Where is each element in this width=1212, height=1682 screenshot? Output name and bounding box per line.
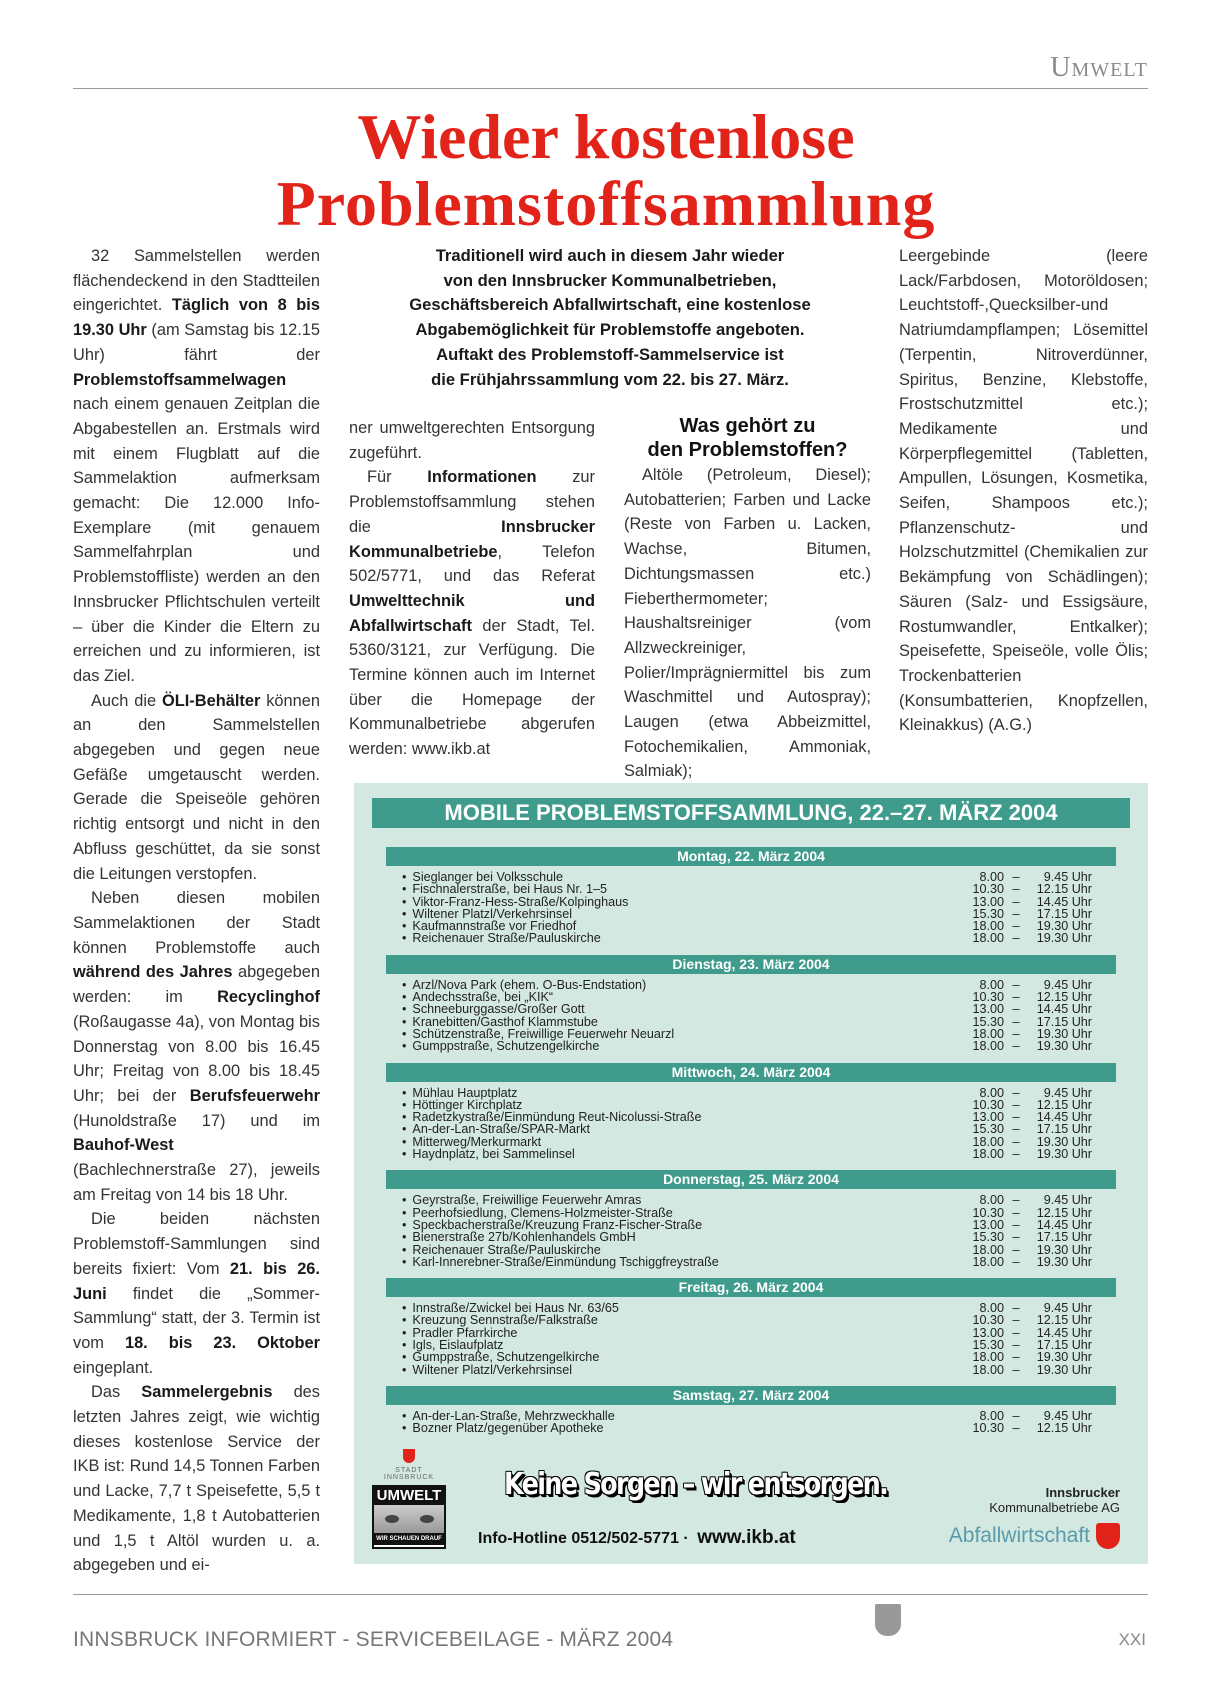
schedule-box (354, 783, 1148, 1564)
end-time: 12.15 Uhr (1036, 882, 1092, 897)
stop-row (386, 1422, 1116, 1434)
time-dash: – (1012, 1134, 1020, 1149)
end-time: 17.15 Uhr (1036, 1230, 1092, 1245)
day-section (386, 1170, 1116, 1268)
stop-location: • Bienerstraße 27b/Kohlenhandels GmbH (402, 1231, 954, 1243)
stop-location: • Kranebitten/Gasthof Klammstube (402, 1016, 954, 1028)
time-dash: – (1012, 1242, 1020, 1257)
intro-line: Traditionell wird auch in diesem Jahr wieder (435, 246, 785, 265)
day-section (386, 1063, 1116, 1161)
stop-location: • An-der-Lan-Straße, Mehrzweckhalle (402, 1410, 954, 1422)
stop-location: • Speckbacherstraße/Kreuzung Franz-Fischer-Straße (402, 1219, 954, 1231)
end-time: 9.45 Uhr (1043, 1193, 1092, 1208)
text: Altöle (Petroleum, Diesel); Autobatterien; Farben und Lacke (Reste von Farben u. Lacken, Wachse, Bitumen, Dichtungsmassen etc.) Fieberthermometer; Haushaltsreiniger (vom Allzweckreiniger, Polier/Imprägniermittel bis zum Waschmittel und Autospray); Laugen (etwa Abbeizmittel, Fotochemikalien, Ammoniak, Salmiak); (624, 466, 871, 781)
hotline (478, 1527, 796, 1549)
column-3 (624, 414, 871, 784)
end-time: 19.30 Uhr (1036, 1147, 1092, 1162)
end-time: 19.30 Uhr (1036, 1039, 1092, 1054)
day-header: Mittwoch, 24. März 2004 (386, 1063, 1116, 1082)
intro-line: Geschäftsbereich Abfallwirtschaft, eine kostenlose (409, 295, 811, 315)
day-section (386, 955, 1116, 1053)
day-section (386, 1386, 1116, 1435)
column-2 (349, 416, 595, 762)
paragraph (73, 244, 320, 689)
time-dash: – (1012, 1014, 1020, 1029)
end-time: 9.45 Uhr (1043, 1085, 1092, 1100)
time-dash: – (1012, 1313, 1020, 1328)
stop-location: • Mühlau Hauptplatz (402, 1087, 954, 1099)
time-dash: – (1012, 1408, 1020, 1423)
umwelt-logo-text: UMWELT (374, 1487, 444, 1505)
section-tag: Umwelt (1050, 52, 1148, 83)
bold-text: Problemstoffsammelwagen (73, 370, 287, 389)
intro-line: Auftakt des Problemstoff-Sammelservice ist (436, 344, 784, 364)
text: Leergebinde (leere Lack/Farbdosen, Motoröldosen; Leuchtstoff-,Quecksilber-und Natriumdampflampen; Lösemittel (Terpentin, Nitroverdünner, Spiritus, Benzine, Klebstoffe, Frostschutzmittel etc.); Medikamente und Körperpflegemittel (Tabletten, Ampullen, Lösungen, Kosmetika, Seifen, Shampoos etc.); Pflanzenschutz- und Holzschutzmittel (Chemikalien zur Bekämpfung von Schädlingen); Säuren (Salz- und Essigsäure, Rostumwandler, Entkalker); Speisefette, Speiseöle, volle Ölis; Trockenbatterien (Konsumbatterien, Knopfzellen, Kleinakkus) (A.G.) (899, 247, 1148, 735)
day-section (386, 847, 1116, 945)
slogan: Keine Sorgen – wir entsorgen. (504, 1467, 888, 1502)
shield-icon (1096, 1523, 1120, 1549)
time-dash: – (1012, 1338, 1020, 1353)
bold-text: Umwelttechnik und Abfallwirtschaft (349, 591, 595, 635)
day-header: Montag, 22. März 2004 (386, 847, 1116, 866)
innsbruck-crest-icon (403, 1449, 415, 1463)
subheading (624, 414, 871, 462)
intro-line: die Frühjahrssammlung vom 22. bis 27. März. (431, 369, 789, 389)
text: , Telefon 502/5771, und das Referat (349, 542, 595, 586)
stop-location: • Wiltener Platzl/Verkehrsinsel (402, 1364, 954, 1376)
text: zur Problemstoffsammlung stehen die (349, 468, 595, 536)
time-dash: – (1012, 1097, 1020, 1112)
time-dash: – (1012, 931, 1020, 946)
time-dash: – (1012, 1421, 1020, 1436)
start-time: 18.00 (972, 1362, 1004, 1377)
footer-rule (73, 1594, 1148, 1595)
text: (Bachlechnerstraße 27), jeweils am Freitag von 14 bis 18 Uhr. (73, 1161, 320, 1204)
bold-text: Recyclinghof (217, 988, 320, 1007)
text: Die beiden nächsten Problemstoff-Sammlungen sind bereits fixiert: Vom (73, 1210, 320, 1278)
stop-location: • Schützenstraße, Freiwillige Feuerwehr Neuarzl (402, 1028, 954, 1040)
time-dash: – (1012, 1230, 1020, 1245)
footer-text: INNSBRUCK INFORMIERT - SERVICEBEILAGE - MÄRZ 2004 (73, 1628, 674, 1651)
start-time: 10.30 (972, 1205, 1004, 1220)
stop-row (386, 1087, 1116, 1099)
text: eingeplant. (73, 1358, 154, 1377)
stop-location: • Reichenauer Straße/Pauluskirche (402, 932, 954, 944)
start-time: 15.30 (972, 1338, 1004, 1353)
city-crest-icon (875, 1604, 901, 1636)
stop-location: • Peerhofsiedlung, Clemens-Holzmeister-Straße (402, 1207, 954, 1219)
stop-location: • Igls, Eislaufplatz (402, 1339, 954, 1351)
start-time: 13.00 (972, 1325, 1004, 1340)
end-time: 12.15 Uhr (1036, 1097, 1092, 1112)
start-time: 8.00 (979, 1301, 1004, 1316)
time-dash: – (1012, 977, 1020, 992)
start-time: 10.30 (972, 1313, 1004, 1328)
text: Das (91, 1383, 142, 1402)
headline-line-2: Problemstoffsammlung (276, 168, 936, 239)
stop-location: • Viktor-Franz-Hess-Straße/Kolpinghaus (402, 896, 954, 908)
start-time: 18.00 (972, 1350, 1004, 1365)
bold-text: Informationen (427, 468, 537, 487)
header-rule (73, 88, 1148, 89)
column-1 (73, 244, 320, 1578)
text: (Hunoldstraße 17) und im (73, 1111, 320, 1130)
end-time: 9.45 Uhr (1043, 1408, 1092, 1423)
time-dash: – (1012, 1085, 1020, 1100)
start-time: 8.00 (979, 1085, 1004, 1100)
stop-location: • An-der-Lan-Straße/SPAR-Markt (402, 1123, 954, 1135)
time-dash: – (1012, 1301, 1020, 1316)
stop-location: • Arzl/Nova Park (ehem. O-Bus-Endstation) (402, 979, 954, 991)
stop-location: • Pradler Pfarrkirche (402, 1327, 954, 1339)
stop-row (386, 1244, 1116, 1256)
stop-location: • Geyrstraße, Freiwillige Feuerwehr Amras (402, 1194, 954, 1206)
end-time: 19.30 Uhr (1036, 919, 1092, 934)
time-dash: – (1012, 1362, 1020, 1377)
text: der Stadt, Tel. 5360/3121, zur Verfügung. Die Termine können auch im Internet über die Homepage der Kommunalbetriebe abgerufen werden: www.ikb.at (349, 616, 595, 759)
text: findet die „Sommer-Sammlung“ statt, der 3. Termin ist vom (73, 1284, 320, 1352)
time-dash: – (1012, 1002, 1020, 1017)
start-time: 8.00 (979, 977, 1004, 992)
stop-location: • Fischnalerstraße, bei Haus Nr. 1–5 (402, 883, 954, 895)
stop-row (386, 1148, 1116, 1160)
text: können an den Sammelstellen abgegeben und gegen neue Gefäße umgetauscht werden. Gerade die Speiseöle gehören richtig entsorgt und nicht in den Abfluss geschüttet, da sie sonst die Leitungen verstopfen. (73, 691, 321, 883)
stop-location: • Kaufmannstraße vor Friedhof (402, 920, 954, 932)
schedule-title: MOBILE PROBLEMSTOFFSAMMLUNG, 22.–27. MÄRZ 2004 (372, 798, 1130, 828)
end-time: 17.15 Uhr (1036, 1014, 1092, 1029)
end-time: 19.30 Uhr (1036, 1242, 1092, 1257)
hotline-number: Info-Hotline 0512/502-5771 · (478, 1530, 689, 1547)
bold-text: Bauhof-West (73, 1136, 174, 1155)
end-time: 19.30 Uhr (1036, 1134, 1092, 1149)
end-time: 19.30 Uhr (1036, 931, 1092, 946)
stop-location: • Mitterweg/Merkurmarkt (402, 1136, 954, 1148)
day-header: Samstag, 27. März 2004 (386, 1386, 1116, 1405)
column-4 (899, 244, 1148, 738)
paragraph (73, 689, 320, 887)
time-dash: – (1012, 1193, 1020, 1208)
end-time: 12.15 Uhr (1036, 1205, 1092, 1220)
time-dash: – (1012, 1122, 1020, 1137)
bold-text: 18. bis 23. Oktober (124, 1333, 320, 1352)
stop-location: • Höttinger Kirchplatz (402, 1099, 954, 1111)
start-time: 10.30 (972, 882, 1004, 897)
stop-location: • Bozner Platz/gegenüber Apotheke (402, 1422, 954, 1434)
time-dash: – (1012, 919, 1020, 934)
bold-text: 21. bis 26. Juni (73, 1259, 320, 1303)
paragraph (349, 416, 595, 465)
paragraph (349, 465, 595, 761)
time-dash: – (1012, 1205, 1020, 1220)
stop-location: • Schneeburggasse/Großer Gott (402, 1003, 954, 1015)
umwelt-logo-sub: WIR SCHAUEN DRAUF (374, 1533, 444, 1545)
intro-line: von den Innsbrucker Kommunalbetrieben, (443, 270, 777, 290)
start-time: 8.00 (979, 1193, 1004, 1208)
day-header: Donnerstag, 25. März 2004 (386, 1170, 1116, 1189)
paragraph (73, 1207, 320, 1380)
stop-row (386, 1123, 1116, 1135)
stop-row (386, 1231, 1116, 1243)
text: abgegeben werden: im (73, 963, 320, 1007)
end-time: 17.15 Uhr (1036, 1122, 1092, 1137)
time-dash: – (1012, 870, 1020, 884)
text: Neben diesen mobilen Sammelaktionen der Stadt können Problemstoffe auch (73, 889, 320, 957)
end-time: 9.45 Uhr (1043, 977, 1092, 992)
stop-row (386, 1256, 1116, 1268)
start-time: 18.00 (972, 1134, 1004, 1149)
text: 32 Sammelstellen werden flächendeckend in den Stadtteilen eingerichtet. (73, 247, 320, 315)
stop-row (386, 1003, 1116, 1015)
end-time: 17.15 Uhr (1036, 1338, 1092, 1353)
text: ner umweltgerechten Entsorgung zugeführt. (349, 419, 595, 462)
start-time: 18.00 (972, 1254, 1004, 1269)
start-time: 18.00 (972, 1026, 1004, 1041)
subheading-line: Was gehört zu (679, 415, 816, 437)
start-time: 18.00 (972, 1242, 1004, 1257)
end-time: 19.30 Uhr (1036, 1362, 1092, 1377)
end-time: 14.45 Uhr (1036, 894, 1092, 909)
end-time: 14.45 Uhr (1036, 1325, 1092, 1340)
stop-location: • Innstraße/Zwickel bei Haus Nr. 63/65 (402, 1302, 954, 1314)
ikb-label (989, 1485, 1120, 1515)
start-time: 13.00 (972, 894, 1004, 909)
end-time: 12.15 Uhr (1036, 1313, 1092, 1328)
stop-row (386, 932, 1116, 944)
day-header: Dienstag, 23. März 2004 (386, 955, 1116, 974)
paragraph (624, 463, 871, 784)
stop-row (386, 1364, 1116, 1376)
day-header: Freitag, 26. März 2004 (386, 1278, 1116, 1297)
end-time: 14.45 Uhr (1036, 1110, 1092, 1125)
text: (Roßaugasse 4a), von Montag bis Donnerstag von 8.00 bis 16.45 Uhr; Freitag von 8.00 bis 18.45 Uhr; bei der (73, 1012, 320, 1105)
bold-text: Täglich von 8 bis 19.30 Uhr (73, 296, 320, 340)
stop-location: • Karl-Innerebner-Straße/Einmündung Tschiggfreystraße (402, 1256, 954, 1268)
end-time: 19.30 Uhr (1036, 1026, 1092, 1041)
start-time: 10.30 (972, 1097, 1004, 1112)
time-dash: – (1012, 1147, 1020, 1162)
time-dash: – (1012, 1039, 1020, 1054)
end-time: 9.45 Uhr (1043, 870, 1092, 884)
time-dash: – (1012, 1325, 1020, 1340)
stop-location: • Sieglanger bei Volksschule (402, 871, 954, 883)
time-dash: – (1012, 1026, 1020, 1041)
start-time: 8.00 (979, 1408, 1004, 1423)
end-time: 14.45 Uhr (1036, 1002, 1092, 1017)
stop-row (386, 1314, 1116, 1326)
time-dash: – (1012, 906, 1020, 921)
stop-row (386, 883, 1116, 895)
stop-location: • Gumppstraße, Schutzengelkirche (402, 1040, 954, 1052)
end-time: 9.45 Uhr (1043, 1301, 1092, 1316)
bold-text: während des Jahres (73, 963, 233, 982)
time-dash: – (1012, 1254, 1020, 1269)
ikb-line-1: Innsbrucker (1045, 1485, 1120, 1500)
time-dash: – (1012, 990, 1020, 1005)
intro-line: Abgabemöglichkeit für Problemstoffe angeboten. (415, 320, 805, 340)
stop-location: • Haydnplatz, bei Sammelinsel (402, 1148, 954, 1160)
start-time: 13.00 (972, 1002, 1004, 1017)
umwelt-logo (372, 1485, 446, 1549)
time-dash: – (1012, 1110, 1020, 1125)
start-time: 13.00 (972, 1110, 1004, 1125)
stadt-innsbruck-logo (372, 1449, 446, 1481)
stop-location: • Gumppstraße, Schutzengelkirche (402, 1351, 954, 1363)
stop-row (386, 1194, 1116, 1206)
time-dash: – (1012, 882, 1020, 897)
abfall-label: Abfallwirtschaft (948, 1524, 1090, 1547)
end-time: 14.45 Uhr (1036, 1217, 1092, 1232)
stop-location: • Kreuzung Sennstraße/Falkstraße (402, 1314, 954, 1326)
stop-row (386, 1351, 1116, 1363)
schedule-table (386, 847, 1116, 1445)
end-time: 19.30 Uhr (1036, 1254, 1092, 1269)
day-section (386, 1278, 1116, 1376)
start-time: 18.00 (972, 1039, 1004, 1054)
paragraph (73, 886, 320, 1207)
bold-text: Berufsfeuerwehr (189, 1086, 320, 1105)
start-time: 18.00 (972, 1147, 1004, 1162)
start-time: 10.30 (972, 990, 1004, 1005)
time-dash: – (1012, 1350, 1020, 1365)
end-time: 12.15 Uhr (1036, 1421, 1092, 1436)
time-dash: – (1012, 894, 1020, 909)
stop-location: • Reichenauer Straße/Pauluskirche (402, 1244, 954, 1256)
ad-footer (354, 1443, 1148, 1563)
bold-text: ÖLI-Behälter (161, 691, 261, 710)
start-time: 18.00 (972, 931, 1004, 946)
subheading-line: den Problemstoffen? (647, 439, 848, 461)
stop-row (386, 1040, 1116, 1052)
paragraph (73, 1380, 320, 1578)
stop-location: • Radetzkystraße/Einmündung Reut-Nicolussi-Straße (402, 1111, 954, 1123)
time-dash: – (1012, 1217, 1020, 1232)
start-time: 8.00 (979, 870, 1004, 884)
start-time: 15.30 (972, 906, 1004, 921)
stadt-label: STADT INNSBRUCK (383, 1467, 435, 1481)
text: Für (367, 468, 428, 487)
end-time: 12.15 Uhr (1036, 990, 1092, 1005)
bold-text: Innsbrucker Kommunalbetriebe (349, 517, 595, 561)
abfallwirtschaft-logo (949, 1523, 1120, 1549)
paragraph (899, 244, 1148, 738)
text: nach einem genauen Zeitplan die Abgabestellen an. Erstmals wird mit einem Flugblatt auf die Sammelaktion aufmerksam gemacht: Die 12.000 Info-Exemplare (mit genauem Sammelfahrplan und Problemstoffliste) werden an den Innsbrucker Pflichtschulen verteilt – über die Kinder die Eltern zu erreichen und zu informieren, ist das Ziel. (73, 395, 320, 685)
text: Auch die (91, 691, 162, 710)
text: des letzten Jahres zeigt, wie wichtig dieses kostenlose Service der IKB ist: Rund 14,5 Tonnen Farben und Lacke, 7,7 t Speisefette, 5,5 t Medikamente, 1,8 t Autobatterien und 1,5 t Altöl wurden u. a. abgegeben und ei- (73, 1383, 320, 1575)
start-time: 13.00 (972, 1217, 1004, 1232)
stop-location: • Andechsstraße, bei „KIK“ (402, 991, 954, 1003)
start-time: 15.30 (972, 1122, 1004, 1137)
start-time: 15.30 (972, 1014, 1004, 1029)
intro-lead (349, 244, 871, 392)
stop-location: • Wiltener Platzl/Verkehrsinsel (402, 908, 954, 920)
eyes-icon (374, 1505, 444, 1533)
page-number: XXI (1118, 1630, 1146, 1649)
website-link[interactable]: www.ikb.at (697, 1527, 796, 1548)
bold-text: Sammelergebnis (141, 1383, 273, 1402)
end-time: 17.15 Uhr (1036, 906, 1092, 921)
start-time: 18.00 (972, 919, 1004, 934)
text: (am Samstag bis 12.15 Uhr) fährt der (73, 321, 320, 364)
start-time: 15.30 (972, 1230, 1004, 1245)
ikb-line-2: Kommunalbetriebe AG (989, 1500, 1120, 1515)
start-time: 10.30 (972, 1421, 1004, 1436)
end-time: 19.30 Uhr (1036, 1350, 1092, 1365)
headline-line-1: Wieder kostenlose (357, 101, 855, 172)
column-3-body (624, 463, 871, 784)
